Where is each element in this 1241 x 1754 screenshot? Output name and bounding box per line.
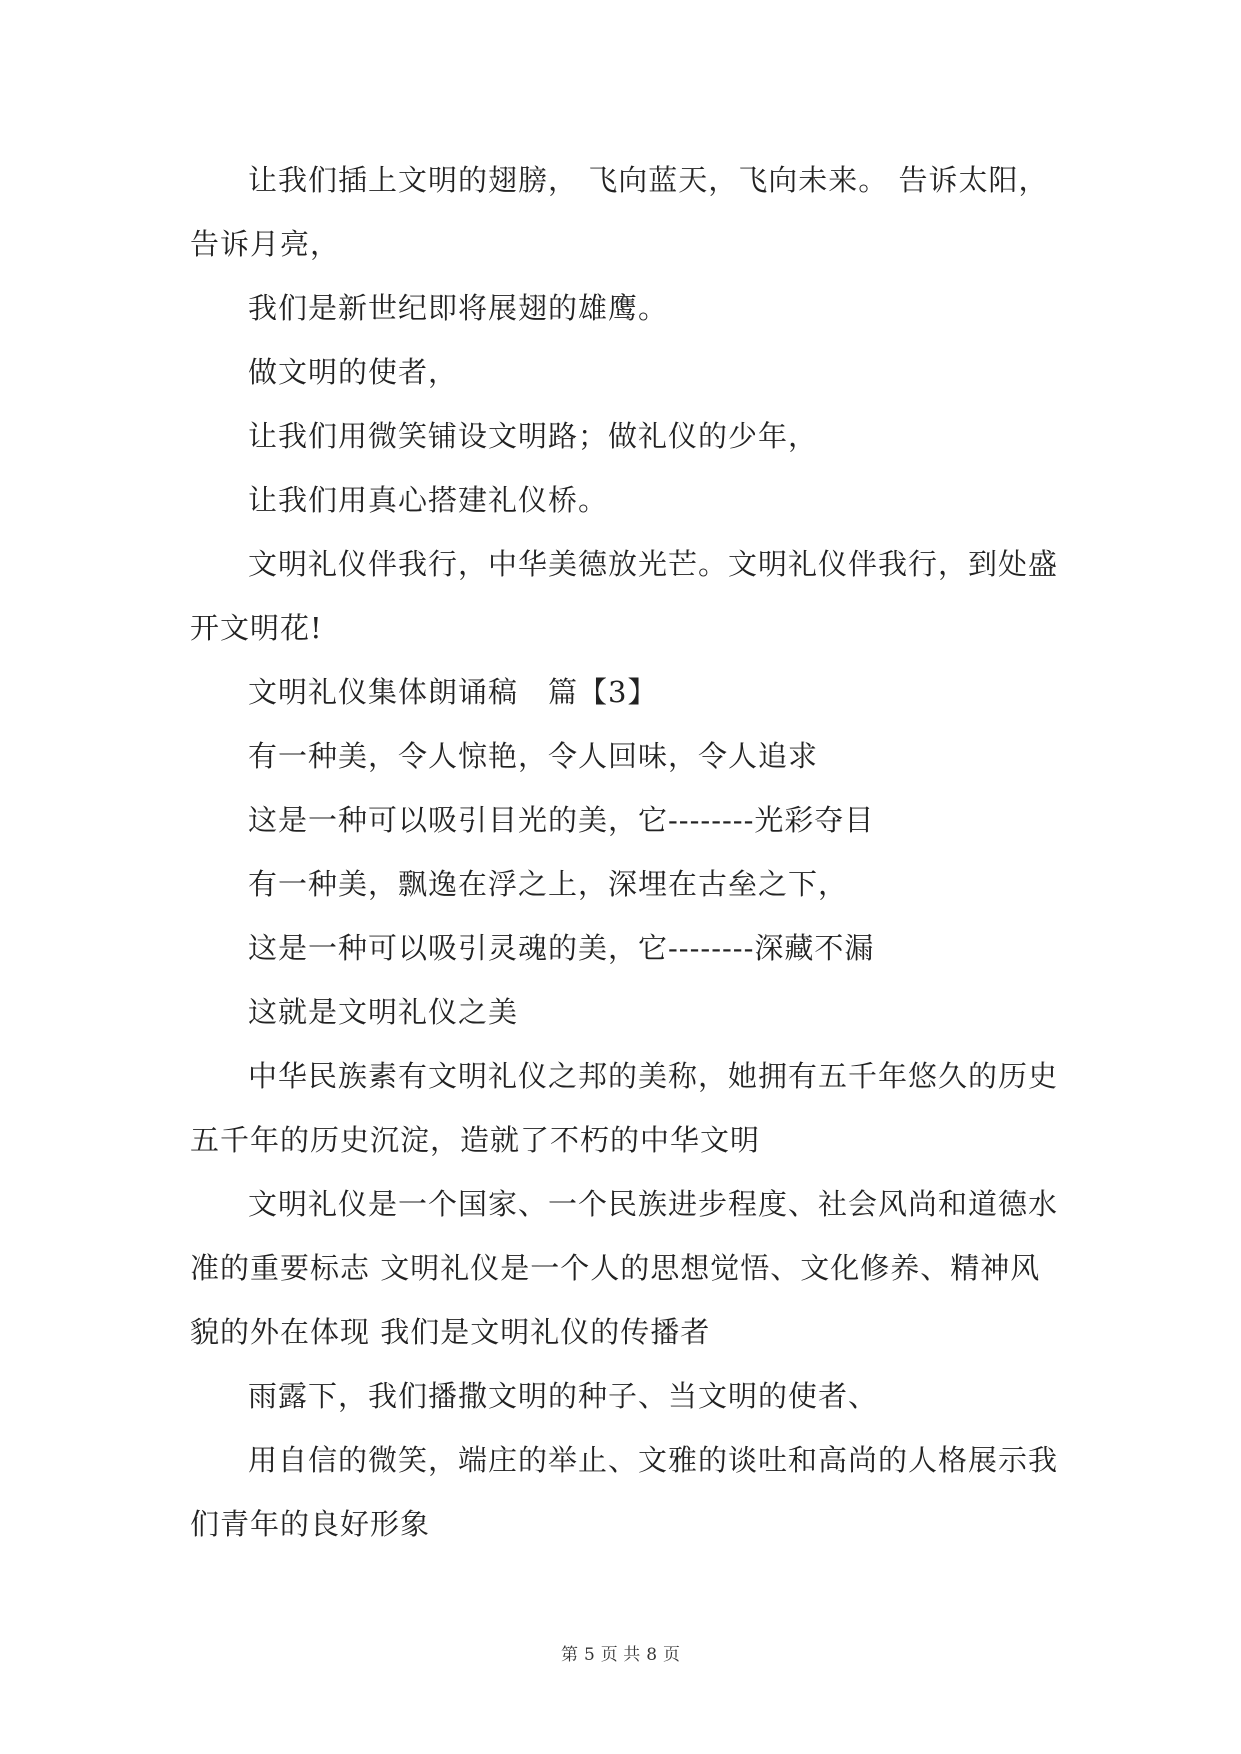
footer-middle: 页 共 <box>600 1645 641 1665</box>
paragraph: 文明礼仪是一个国家、一个民族进步程度、社会风尚和道德水准的重要标志 文明礼仪是一个人的思想觉悟、文化修养、精神风貌的外在体现 我们是文明礼仪的传播者 <box>190 1187 1059 1349</box>
footer-prefix: 第 <box>560 1645 578 1665</box>
paragraph: 有一种美，飘逸在浮之上，深埋在古垒之下， <box>248 867 849 901</box>
paragraph: 有一种美，令人惊艳，令人回味，令人追求 <box>248 739 819 773</box>
total-pages-number: 8 <box>646 1645 658 1665</box>
paragraph: 我们是新世纪即将展翅的雄鹰。 <box>248 291 669 325</box>
section-heading: 文明礼仪集体朗诵稿 篇【3】 <box>248 675 658 709</box>
document-body <box>190 148 1060 1556</box>
paragraph: 做文明的使者， <box>248 355 459 389</box>
paragraph: 中华民族素有文明礼仪之邦的美称，她拥有五千年悠久的历史五千年的历史沉淀，造就了不朽的中华文明 <box>190 1059 1059 1157</box>
paragraph: 让我们用微笑铺设文明路；做礼仪的少年， <box>248 419 819 453</box>
page-footer <box>0 1640 1241 1665</box>
paragraph: 这就是文明礼仪之美 <box>248 995 519 1029</box>
current-page-number: 5 <box>583 1645 595 1665</box>
paragraph: 这是一种可以吸引目光的美，它--------光彩夺目 <box>248 803 875 837</box>
paragraph: 雨露下，我们播撒文明的种子、当文明的使者、 <box>248 1379 879 1413</box>
paragraph: 让我们用真心搭建礼仪桥。 <box>248 483 609 517</box>
paragraph: 文明礼仪伴我行，中华美德放光芒。文明礼仪伴我行，到处盛开文明花! <box>190 547 1059 645</box>
paragraph: 这是一种可以吸引灵魂的美，它--------深藏不漏 <box>248 931 875 965</box>
paragraph: 让我们插上文明的翅膀， 飞向蓝天，飞向未来。 告诉太阳，告诉月亮， <box>190 163 1049 261</box>
footer-suffix: 页 <box>663 1645 681 1665</box>
paragraph: 用自信的微笑，端庄的举止、文雅的谈吐和高尚的人格展示我们青年的良好形象 <box>190 1443 1059 1541</box>
